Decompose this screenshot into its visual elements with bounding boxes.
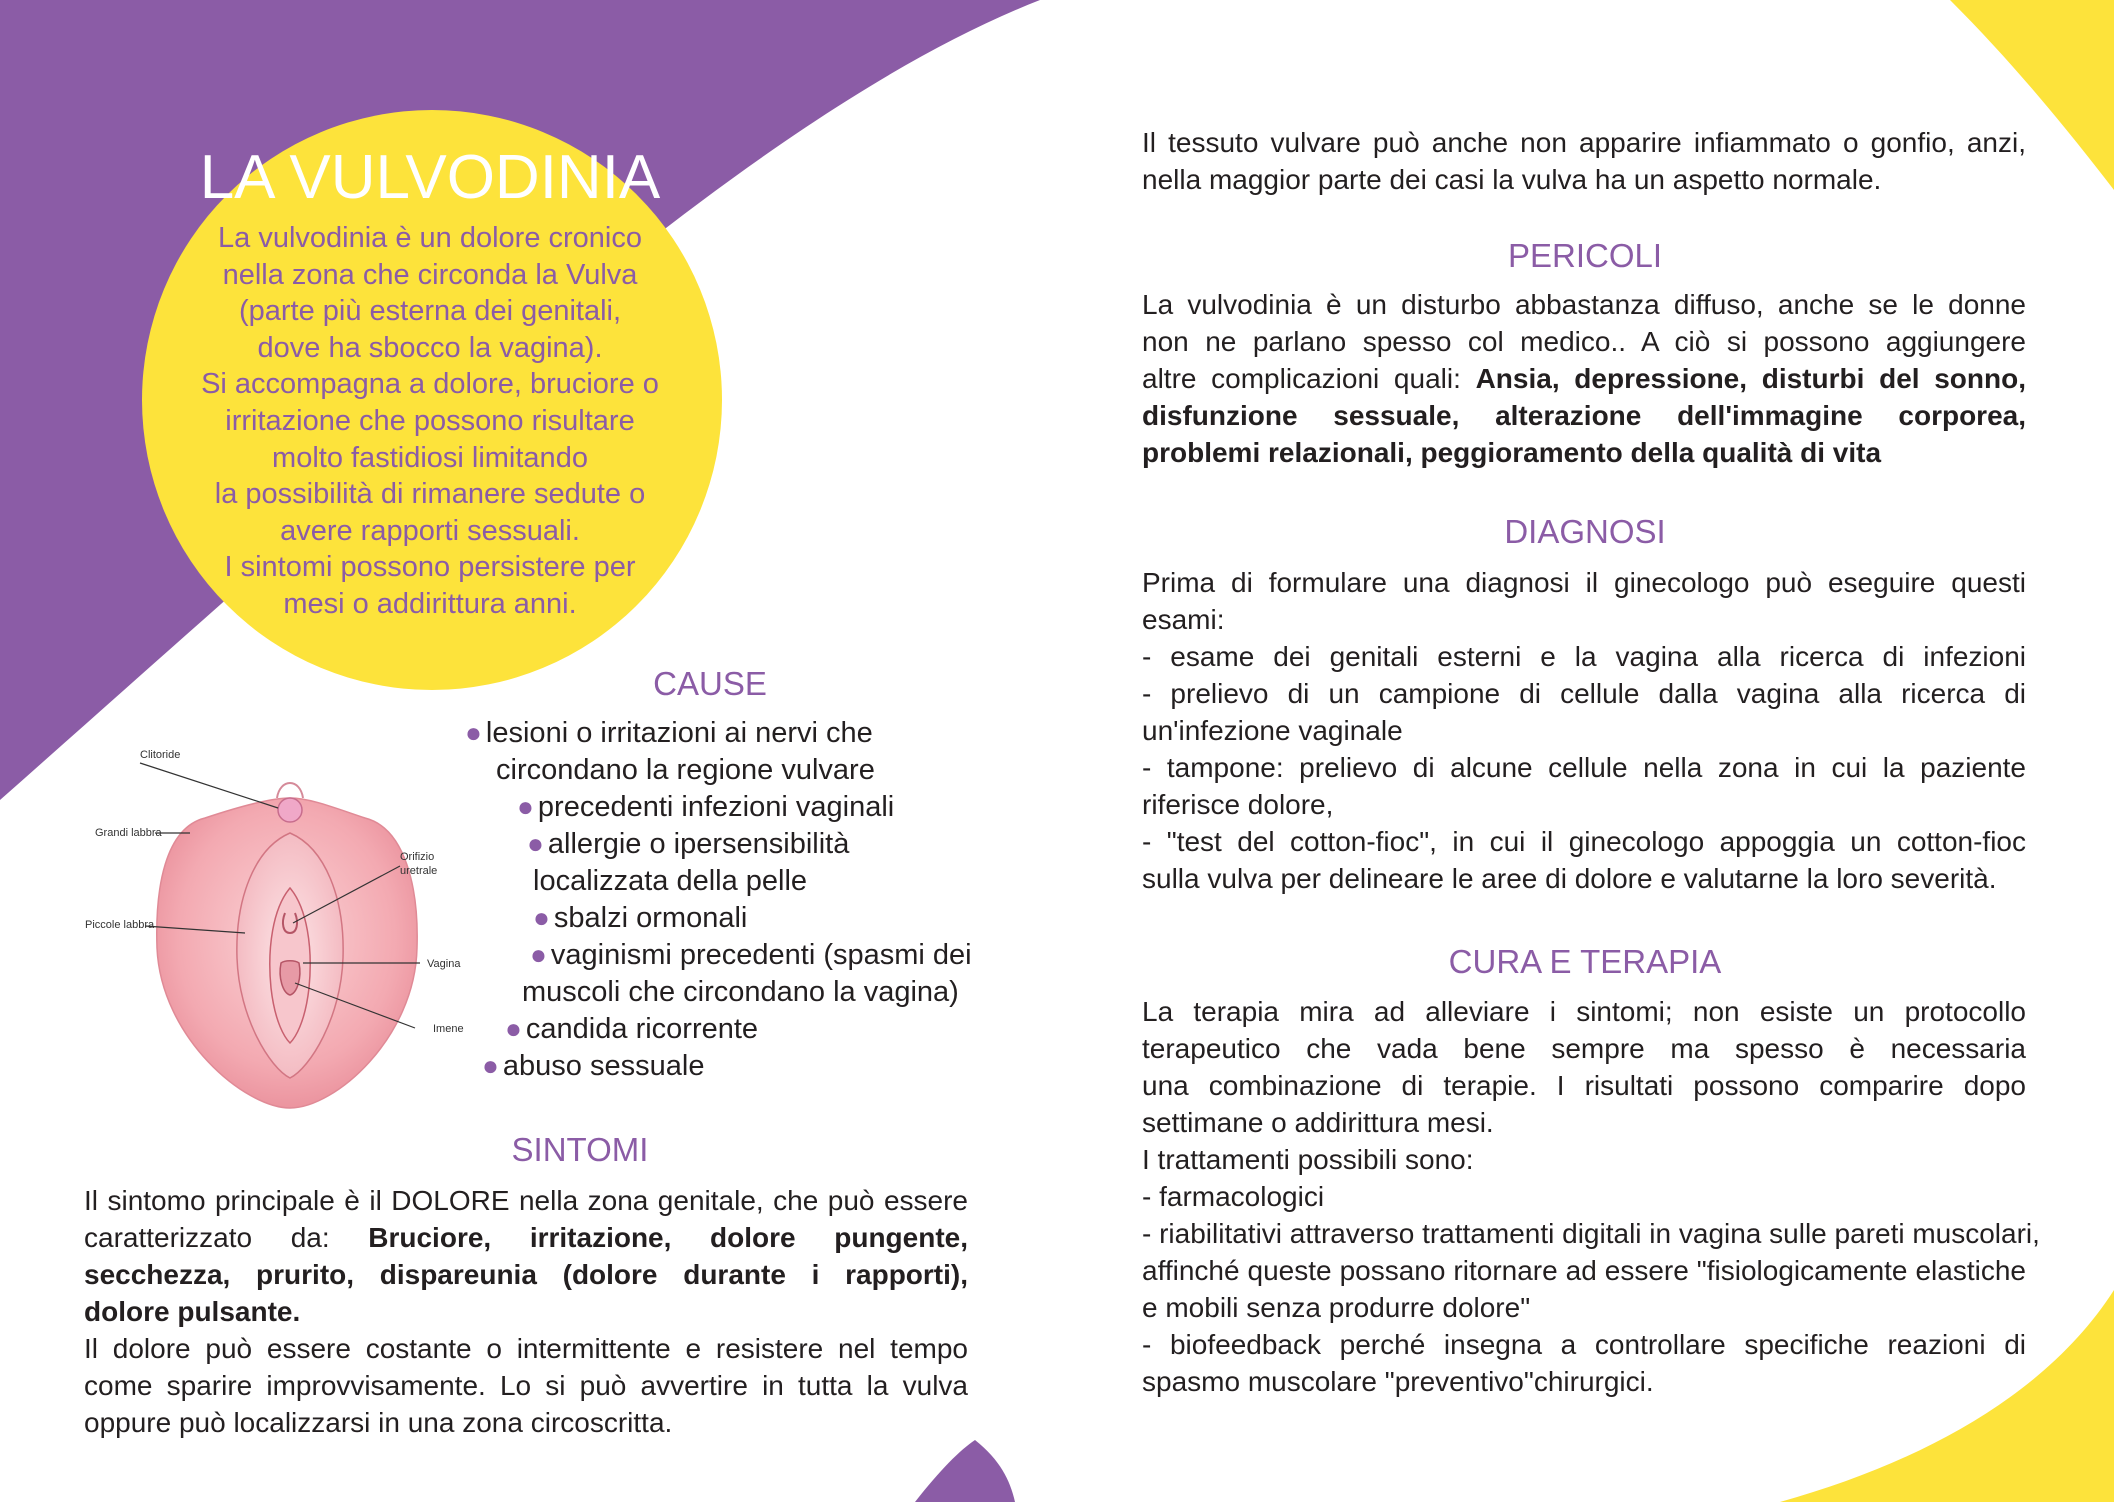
- page-title: LA VULVODINIA: [199, 143, 661, 212]
- label-uretrale: uretrale: [400, 865, 438, 877]
- cura-heading: CURA E TERAPIA: [1448, 943, 1722, 980]
- anatomy-diagram: [85, 738, 475, 1113]
- diagnosi-heading: DIAGNOSI: [1504, 513, 1666, 550]
- text-line: - "test del cotton-fioc", in cui il ginecologo appoggia un cotton-fioc: [1142, 826, 2026, 857]
- text-line: esami:: [1142, 604, 1225, 635]
- bullet-icon: ●: [517, 791, 534, 822]
- cause-item: ● candida ricorrente: [505, 1013, 759, 1045]
- text-line: I trattamenti possibili sono:: [1142, 1144, 1474, 1175]
- intro-line: (parte più esterna dei genitali,: [238, 295, 622, 328]
- text-line: terapeutico che vada bene sempre ma spesso è necessaria: [1142, 1033, 2026, 1064]
- intro-line: irritazione che possono risultare: [225, 404, 635, 437]
- text-line: problemi relazionali, peggioramento della qualità di vita: [1142, 437, 1882, 468]
- text-line: disfunzione sessuale, alterazione dell'immagine corporea,: [1142, 400, 2026, 431]
- text-line: - tampone: prelievo di alcune cellule nella zona in cui la paziente: [1142, 752, 2026, 783]
- cura-text: [1142, 993, 2040, 1400]
- bullet-icon: ●: [527, 828, 544, 859]
- bullet-icon: ●: [482, 1050, 499, 1081]
- label-imene: Imene: [433, 1023, 464, 1035]
- text-line: una combinazione di terapie. I risultati possono comparire dopo: [1142, 1070, 2026, 1101]
- sintomi-heading: SINTOMI: [511, 1131, 649, 1168]
- tessuto-text: [1142, 124, 2026, 198]
- text-line: Il tessuto vulvare può anche non apparire infiammato o gonfio, anzi,: [1142, 127, 2026, 158]
- purple-bottom-shape: [915, 1440, 1015, 1502]
- bullet-icon: ●: [533, 902, 550, 933]
- text-line: La vulvodinia è un disturbo abbastanza diffuso, anche se le donne: [1142, 289, 2026, 320]
- intro-line: avere rapporti sessuali.: [280, 514, 580, 547]
- cause-item-continuation: muscoli che circondano la vagina): [522, 976, 959, 1008]
- text-line: riferisce dolore,: [1142, 789, 1334, 820]
- diagnosi-text: [1142, 564, 2026, 897]
- cause-heading: CAUSE: [653, 665, 767, 702]
- intro-line: mesi o addirittura anni.: [283, 587, 577, 620]
- sintomi-text: [84, 1182, 968, 1441]
- cause-item-continuation: circondano la regione vulvare: [496, 754, 875, 786]
- text-line: Prima di formulare una diagnosi il ginecologo può eseguire questi: [1142, 567, 2026, 598]
- intro-text: [150, 220, 710, 623]
- text-line: dolore pulsante.: [84, 1296, 301, 1327]
- text-line: caratterizzato da: Bruciore, irritazione, dolore pungente,: [84, 1222, 968, 1253]
- intro-line: La vulvodinia è un dolore cronico: [218, 222, 642, 254]
- cause-item: ● allergie o ipersensibilità: [527, 828, 850, 860]
- text-line: spasmo muscolare "preventivo"chirurgici.: [1142, 1366, 1654, 1397]
- text-line: un'infezione vaginale: [1142, 715, 1403, 746]
- text-line: oppure può localizzarsi in una zona circoscritta.: [84, 1407, 673, 1438]
- label-vagina: Vagina: [427, 958, 461, 970]
- text-line: affinché queste possano ritornare ad essere "fisiologicamente elastiche: [1142, 1255, 2026, 1286]
- pericoli-heading: PERICOLI: [1507, 237, 1663, 274]
- label-orifizio: Orifizio: [400, 851, 435, 863]
- clitoris-shape: [278, 798, 302, 822]
- intro-line: Si accompagna a dolore, bruciore o: [201, 368, 659, 401]
- cause-item: ● precedenti infezioni vaginali: [517, 791, 895, 823]
- label-clitoride: Clitoride: [140, 749, 181, 761]
- intro-line: nella zona che circonda la Vulva: [222, 258, 638, 291]
- text-line: secchezza, prurito, dispareunia (dolore durante i rapporti),: [84, 1259, 968, 1290]
- text-line: - biofeedback perché insegna a controllare specifiche reazioni di: [1142, 1329, 2026, 1360]
- bullet-icon: ●: [530, 939, 547, 970]
- text-line: - farmacologici: [1142, 1181, 1325, 1212]
- text-line: - prelievo di un campione di cellule dalla vagina alla ricerca di: [1142, 678, 2026, 709]
- cause-item: ● lesioni o irritazioni ai nervi che: [465, 717, 873, 749]
- bullet-icon: ●: [505, 1013, 522, 1044]
- text-line: - riabilitativi attraverso trattamenti digitali in vagina sulle pareti muscolari,: [1142, 1218, 2040, 1249]
- text-line: e mobili senza produrre dolore": [1142, 1292, 1531, 1323]
- cause-item: ● vaginismi precedenti (spasmi dei: [530, 939, 972, 971]
- text-line: - esame dei genitali esterni e la vagina alla ricerca di infezioni: [1142, 641, 2026, 672]
- intro-line: dove ha sbocco la vagina).: [257, 331, 603, 364]
- text-line: Il sintomo principale è il DOLORE nella zona genitale, che può essere: [84, 1185, 968, 1216]
- intro-line: molto fastidiosi limitando: [272, 441, 588, 474]
- intro-line: la possibilità di rimanere sedute o: [214, 478, 646, 511]
- cause-item: ● abuso sessuale: [482, 1050, 705, 1082]
- bullet-icon: ●: [465, 717, 482, 748]
- text-line: La terapia mira ad alleviare i sintomi; non esiste un protocollo: [1142, 996, 2026, 1027]
- text-line: come sparire improvvisamente. Lo si può avvertire in tutta la vulva: [84, 1370, 968, 1401]
- text-line: Il dolore può essere costante o intermittente e resistere nel tempo: [84, 1333, 968, 1364]
- pericoli-text: [1142, 286, 2026, 471]
- intro-line: I sintomi possono persistere per: [224, 551, 636, 584]
- text-line: nella maggior parte dei casi la vulva ha un aspetto normale.: [1142, 164, 1882, 195]
- text-line: sulla vulva per delineare le aree di dolore e valutarne la loro severità.: [1142, 863, 1997, 894]
- label-piccole-labbra: Piccole labbra: [85, 919, 155, 931]
- text-line: altre complicazioni quali: Ansia, depressione, disturbi del sonno,: [1142, 363, 2027, 394]
- cause-item-continuation: localizzata della pelle: [533, 865, 808, 897]
- text-line: settimane o addirittura mesi.: [1142, 1107, 1494, 1138]
- text-line: non ne parlano spesso col medico.. A ciò si possono aggiungere: [1142, 326, 2026, 357]
- label-grandi-labbra: Grandi labbra: [95, 827, 162, 839]
- cause-item: ● sbalzi ormonali: [533, 902, 748, 934]
